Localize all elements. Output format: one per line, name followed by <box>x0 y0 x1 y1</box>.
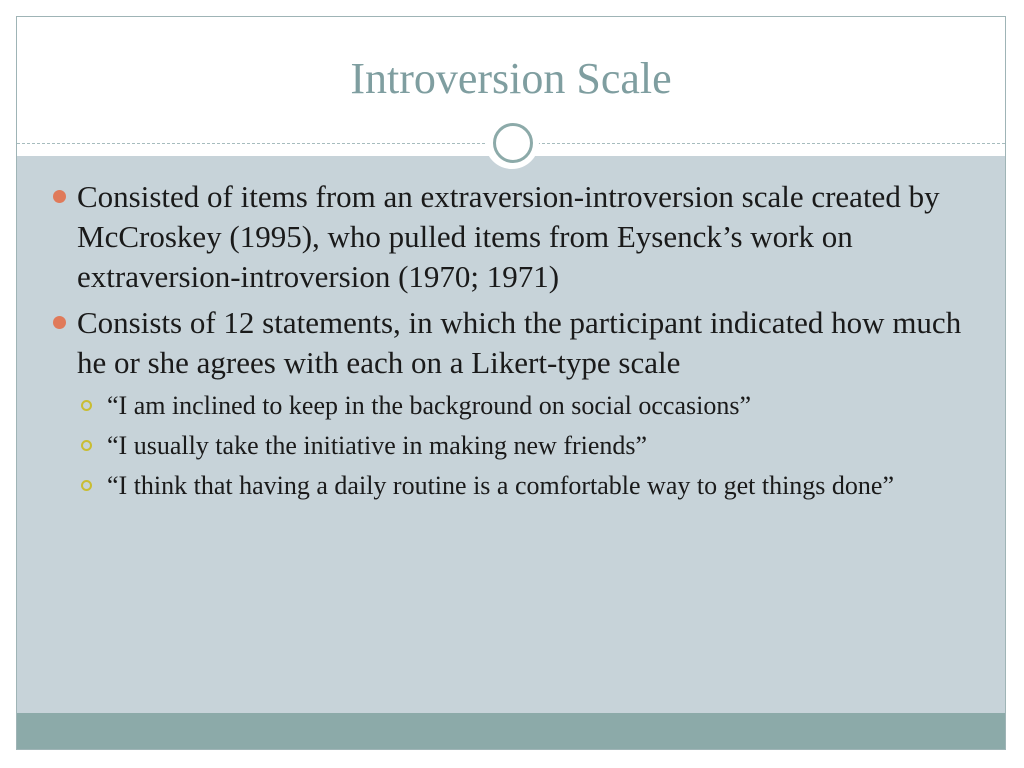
sub-bullet-ring-icon <box>81 400 92 411</box>
bullet-item <box>47 303 987 503</box>
sub-bullet-text: “I usually take the initiative in making new friends” <box>107 431 648 460</box>
bullet-item <box>47 177 987 297</box>
sub-bullet-ring-icon <box>81 440 92 451</box>
bullet-dot-icon <box>53 316 66 329</box>
sub-bullet-text: “I think that having a daily routine is a comfortable way to get things done” <box>107 471 895 500</box>
sub-bullet-ring-icon <box>81 480 92 491</box>
sub-bullet-item <box>77 389 987 423</box>
ring-ornament-icon <box>493 123 533 163</box>
bullet-text: Consists of 12 statements, in which the participant indicated how much he or she agrees with each on a Likert-type scale <box>77 305 962 380</box>
bullet-list <box>47 177 987 509</box>
sub-bullet-item <box>77 469 987 503</box>
bullet-text: Consisted of items from an extraversion-introversion scale created by McCroskey (1995), who pulled items from Eysenck’s work on extraversion-introversion (1970; 1971) <box>77 179 940 294</box>
sub-bullet-text: “I am inclined to keep in the background on social occasions” <box>107 391 752 420</box>
slide-title: Introversion Scale <box>350 54 672 103</box>
footer-band <box>17 713 1005 749</box>
slide <box>16 16 1006 750</box>
bullet-dot-icon <box>53 190 66 203</box>
sub-bullet-item <box>77 429 987 463</box>
sub-bullet-list <box>77 389 987 503</box>
